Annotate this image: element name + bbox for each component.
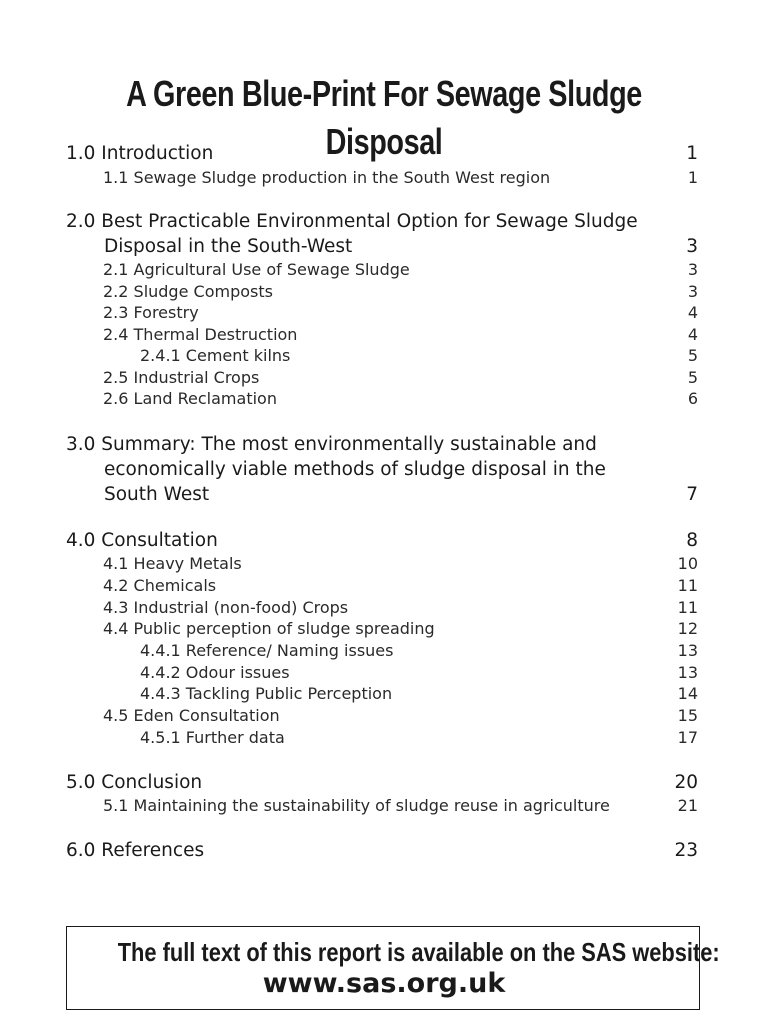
toc-page-number: 3	[687, 260, 698, 279]
toc-page-number: 3	[686, 236, 698, 257]
toc-section-label: 2.0 Best Practicable Environmental Option for Sewage Sludge	[66, 211, 638, 232]
toc-section-label: 4.0 Consultation	[66, 530, 218, 551]
toc-entry-2-6[interactable]	[0, 388, 768, 412]
toc-page-number: 7	[686, 484, 698, 505]
toc-page-number: 8	[686, 530, 698, 551]
toc-entry-4-1[interactable]	[0, 553, 768, 577]
toc-entry-label: 4.4.3 Tackling Public Perception	[140, 684, 393, 703]
toc-section-1[interactable]	[0, 142, 768, 166]
toc-entry-label: 1.1 Sewage Sludge production in the South West region	[103, 168, 551, 187]
toc-page-number: 3	[687, 282, 698, 301]
website-notice-box	[66, 926, 720, 1010]
toc-entry-label: 2.2 Sludge Composts	[103, 282, 273, 301]
toc-page-number: 4	[687, 303, 698, 322]
toc-entry-4-5[interactable]	[0, 705, 768, 729]
toc-section-3-line3[interactable]	[0, 483, 768, 507]
document-title: A Green Blue-Print For Sewage Sludge Disposal	[126, 73, 642, 162]
toc-section-3-line1[interactable]	[0, 433, 768, 457]
toc-entry-label: 4.5 Eden Consultation	[103, 706, 280, 725]
toc-entry-label: 2.4.1 Cement kilns	[140, 346, 291, 365]
toc-page-number: 6	[687, 389, 698, 408]
toc-entry-4-5-1[interactable]	[0, 727, 768, 751]
toc-page-number: 1	[687, 168, 698, 187]
toc-entry-label: 4.3 Industrial (non-food) Crops	[103, 598, 349, 617]
toc-entry-label: 2.3 Forestry	[103, 303, 199, 322]
toc-entry-4-4-1[interactable]	[0, 640, 768, 664]
toc-page-number: 20	[674, 772, 698, 793]
toc-entry-label: 4.2 Chemicals	[103, 576, 217, 595]
toc-entry-2-1[interactable]	[0, 259, 768, 283]
website-notice-text: The full text of this report is available on the SAS website:	[117, 937, 720, 967]
toc-entry-label: 4.5.1 Further data	[140, 728, 285, 747]
toc-entry-label: 5.1 Maintaining the sustainability of sludge reuse in agriculture	[103, 796, 610, 815]
toc-entry-4-2[interactable]	[0, 575, 768, 599]
toc-entry-label: 4.4 Public perception of sludge spreading	[103, 619, 435, 638]
toc-entry-label: 2.1 Agricultural Use of Sewage Sludge	[103, 260, 410, 279]
toc-entry-label: 4.4.2 Odour issues	[140, 663, 290, 682]
toc-section-6[interactable]	[0, 839, 768, 863]
toc-section-label: 1.0 Introduction	[66, 143, 214, 164]
toc-entry-label: 4.1 Heavy Metals	[103, 554, 242, 573]
toc-page-number: 12	[677, 619, 698, 638]
toc-page-number: 4	[687, 325, 698, 344]
toc-page-number: 5	[687, 368, 698, 387]
toc-page-number: 11	[677, 598, 698, 617]
toc-section-label-continued: economically viable methods of sludge disposal in the	[104, 459, 606, 480]
toc-section-label-continued: Disposal in the South-West	[104, 236, 353, 257]
toc-entry-5-1[interactable]	[0, 795, 768, 819]
toc-entry-2-3[interactable]	[0, 302, 768, 326]
toc-page-number: 11	[677, 576, 698, 595]
toc-entry-4-4-3[interactable]	[0, 683, 768, 707]
toc-page-number: 1	[686, 143, 698, 164]
toc-page-number: 10	[677, 554, 698, 573]
toc-page-number: 21	[677, 796, 698, 815]
toc-page-number: 13	[677, 641, 698, 660]
toc-page-number: 13	[677, 663, 698, 682]
toc-section-label: 6.0 References	[66, 840, 205, 861]
toc-page-number: 15	[677, 706, 698, 725]
toc-entry-label: 2.6 Land Reclamation	[103, 389, 277, 408]
toc-entry-label: 4.4.1 Reference/ Naming issues	[140, 641, 394, 660]
toc-entry-1-1[interactable]	[0, 167, 768, 191]
toc-page-number: 23	[674, 840, 698, 861]
toc-section-label: 3.0 Summary: The most environmentally sustainable and	[66, 434, 597, 455]
toc-entry-label: 2.5 Industrial Crops	[103, 368, 260, 387]
toc-section-2-line2[interactable]	[0, 235, 768, 259]
toc-page-number: 17	[677, 728, 698, 747]
toc-entry-4-4[interactable]	[0, 618, 768, 642]
toc-entry-2-4-1[interactable]	[0, 345, 768, 369]
toc-page-number: 14	[677, 684, 698, 703]
toc-entry-label: 2.4 Thermal Destruction	[103, 325, 298, 344]
toc-page-number: 5	[687, 346, 698, 365]
website-url-link[interactable]: www.sas.org.uk	[262, 968, 506, 999]
toc-section-3-line2[interactable]	[0, 458, 768, 482]
toc-section-2-line1[interactable]	[0, 210, 768, 234]
toc-section-4[interactable]	[0, 529, 768, 553]
toc-section-label: 5.0 Conclusion	[66, 772, 203, 793]
toc-section-5[interactable]	[0, 771, 768, 795]
toc-section-label-continued: South West	[104, 484, 210, 505]
